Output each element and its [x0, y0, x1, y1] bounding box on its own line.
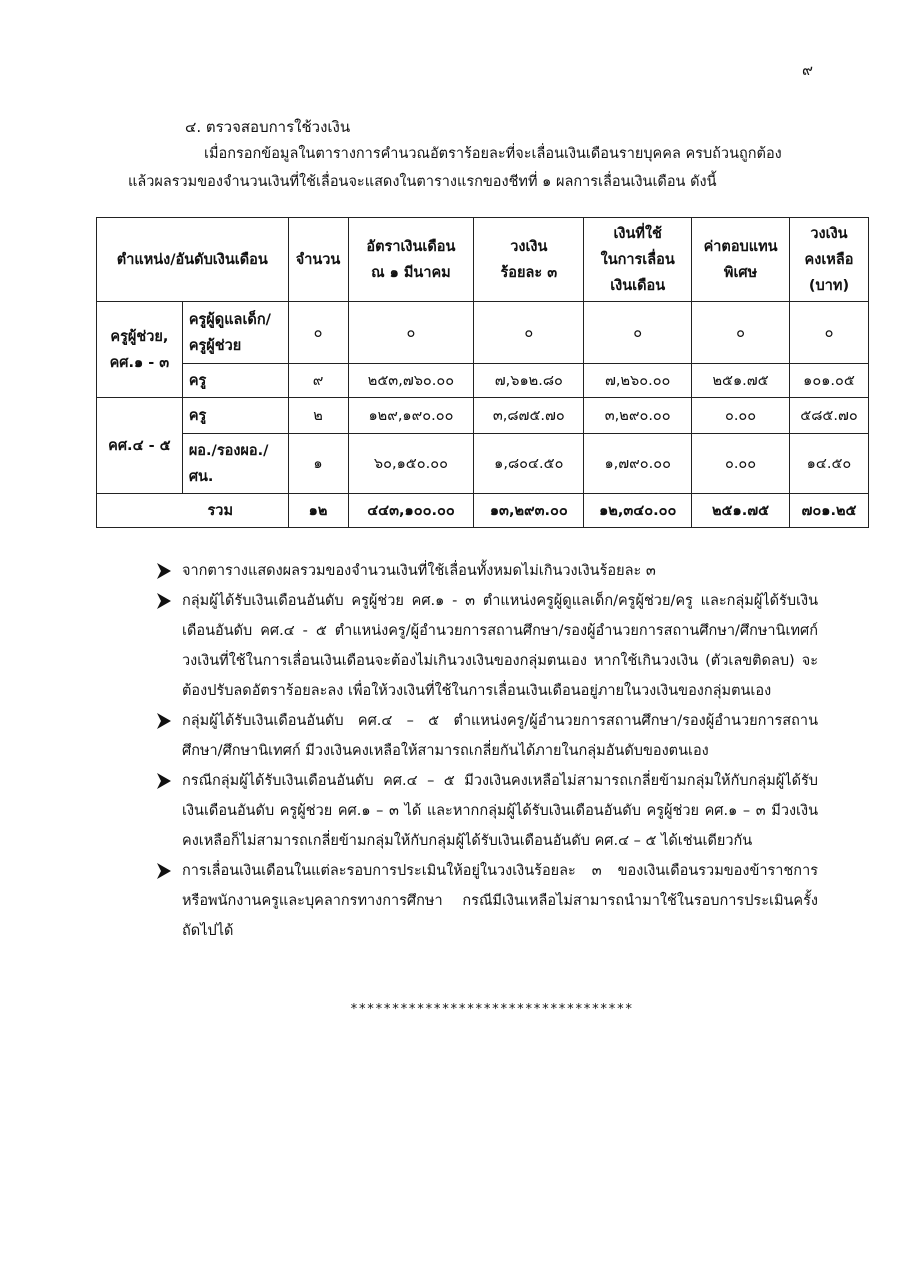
- group-label-assistant: ครูผู้ช่วย, คศ.๑ - ๓: [97, 302, 183, 398]
- total-used: ๑๒,๓๔๐.๐๐: [584, 494, 692, 528]
- cell-rate: ๐: [348, 302, 474, 364]
- header-used: เงินที่ใช้ ในการเลื่อน เงินเดือน: [584, 218, 692, 302]
- header-rate: อัตราเงินเดือน ณ ๑ มีนาคม: [348, 218, 474, 302]
- cell-count: ๒: [288, 398, 348, 434]
- intro-paragraph: [128, 140, 818, 196]
- cell-used: ๐: [584, 302, 692, 364]
- cell-budget: ๐: [474, 302, 584, 364]
- cell-remain: ๑๐๑.๐๕: [789, 364, 868, 398]
- total-remain: ๗๐๑.๒๕: [789, 494, 868, 528]
- row-sublabel: ครูผู้ดูแลเด็ก/ ครูผู้ช่วย: [182, 302, 288, 364]
- cell-remain: ๑๔.๕๐: [789, 434, 868, 494]
- arrow-bullet-icon: [156, 592, 172, 610]
- arrow-bullet-icon: [156, 772, 172, 790]
- cell-used: ๓,๒๙๐.๐๐: [584, 398, 692, 434]
- header-remain: วงเงิน คงเหลือ (บาท): [789, 218, 868, 302]
- cell-remain: ๐: [789, 302, 868, 364]
- cell-rate: ๒๕๓,๗๖๐.๐๐: [348, 364, 474, 398]
- page-number: ๙: [802, 61, 813, 79]
- list-item: กลุ่มผู้ได้รับเงินเดือนอันดับ ครูผู้ช่วย คศ.๑ - ๓ ตำแหน่งครูผู้ดูแลเด็ก/ครูผู้ช่วย/ครู และกลุ่มผู้ได้รับเงินเดือนอันดับ คศ.๔ - ๕ ตำแหน่งครู/ผู้อำนวยการสถานศึกษา/รองผู้อำนวยการสถานศึกษา/ศึกษานิเทศก์ วงเงินที่ใช้ในการเลื่อนเงินเดือนจะต้องไม่เกินวงเงินของกลุ่มตนเอง หากใช้เกินวงเงิน (ตัวเลขติดลบ) จะต้องปรับลดอัตราร้อยละลง เพื่อให้วงเงินที่ใช้ในการเลื่อนเงินเดือนอยู่ภายในวงเงินของกลุ่มตนเอง: [150, 586, 818, 706]
- section-divider: **********************************: [350, 1002, 634, 1017]
- total-bonus: ๒๕๑.๗๕: [692, 494, 790, 528]
- list-item: กรณีกลุ่มผู้ได้รับเงินเดือนอันดับ คศ.๔ – ๕ มีวงเงินคงเหลือไม่สามารถเกลี่ยข้ามกลุ่มให้กับกลุ่มผู้ได้รับเงินเดือนอันดับ ครูผู้ช่วย คศ.๑ – ๓ ได้ และหากกลุ่มผู้ได้รับเงินเดือนอันดับ ครูผู้ช่วย คศ.๑ – ๓ มีวงเงินคงเหลือก็ไม่สามารถเกลี่ยข้ามกลุ่มให้กับกลุ่มผู้ได้รับเงินเดือนอันดับ คศ.๔ – ๕ ได้เช่นเดียวกัน: [150, 766, 818, 856]
- group-label-senior: คศ.๔ - ๕: [97, 398, 183, 494]
- row-sublabel: ครู: [182, 364, 288, 398]
- cell-budget: ๑,๘๐๔.๕๐: [474, 434, 584, 494]
- total-budget: ๑๓,๒๙๓.๐๐: [474, 494, 584, 528]
- cell-bonus: ๐.๐๐: [692, 398, 790, 434]
- cell-count: ๑: [288, 434, 348, 494]
- table-row: [97, 364, 869, 398]
- table-row: [97, 302, 869, 364]
- header-position: ตำแหน่ง/อันดับเงินเดือน: [97, 218, 289, 302]
- cell-budget: ๗,๖๑๒.๘๐: [474, 364, 584, 398]
- intro-line-1: เมื่อกรอกข้อมูลในตารางการคำนวณอัตราร้อยละที่จะเลื่อนเงินเดือนรายบุคคล ครบถ้วนถูกต้อง: [204, 146, 782, 162]
- list-item: การเลื่อนเงินเดือนในแต่ละรอบการประเมินให้อยู่ในวงเงินร้อยละ ๓ ของเงินเดือนรวมของข้าราชการหรือพนักงานครูและบุคลากรทางการศึกษา กรณีมีเงินเหลือไม่สามารถนำมาใช้ในรอบการประเมินครั้งถัดไปได้: [150, 856, 818, 946]
- row-sublabel: ครู: [182, 398, 288, 434]
- arrow-bullet-icon: [156, 562, 172, 580]
- cell-budget: ๓,๘๗๕.๗๐: [474, 398, 584, 434]
- cell-bonus: ๐: [692, 302, 790, 364]
- arrow-bullet-icon: [156, 862, 172, 880]
- budget-summary-table: [96, 217, 869, 528]
- header-count: จำนวน: [288, 218, 348, 302]
- cell-count: ๐: [288, 302, 348, 364]
- table-row: [97, 398, 869, 434]
- section-heading: ๔. ตรวจสอบการใช้วงเงิน: [185, 118, 351, 136]
- total-count: ๑๒: [288, 494, 348, 528]
- cell-count: ๙: [288, 364, 348, 398]
- table-row: [97, 434, 869, 494]
- list-item: กลุ่มผู้ได้รับเงินเดือนอันดับ คศ.๔ – ๕ ตำแหน่งครู/ผู้อำนวยการสถานศึกษา/รองผู้อำนวยการสถานศึกษา/ศึกษานิเทศก์ มีวงเงินคงเหลือให้สามารถเกลี่ยกันได้ภายในกลุ่มอันดับของตนเอง: [150, 706, 818, 766]
- arrow-bullet-icon: [156, 712, 172, 730]
- total-label: รวม: [97, 494, 289, 528]
- cell-rate: ๖๐,๑๕๐.๐๐: [348, 434, 474, 494]
- cell-used: ๗,๒๖๐.๐๐: [584, 364, 692, 398]
- cell-remain: ๕๘๕.๗๐: [789, 398, 868, 434]
- intro-line-2: แล้วผลรวมของจำนวนเงินที่ใช้เลื่อนจะแสดงในตารางแรกของชีทที่ ๑ ผลการเลื่อนเงินเดือน ดังนี้: [128, 174, 717, 190]
- notes-list: [150, 556, 818, 946]
- table-header-row: [97, 218, 869, 302]
- cell-bonus: ๒๕๑.๗๕: [692, 364, 790, 398]
- cell-rate: ๑๒๙,๑๙๐.๐๐: [348, 398, 474, 434]
- header-bonus: ค่าตอบแทน พิเศษ: [692, 218, 790, 302]
- cell-used: ๑,๗๙๐.๐๐: [584, 434, 692, 494]
- header-budget: วงเงิน ร้อยละ ๓: [474, 218, 584, 302]
- total-rate: ๔๔๓,๑๐๐.๐๐: [348, 494, 474, 528]
- cell-bonus: ๐.๐๐: [692, 434, 790, 494]
- list-item: จากตารางแสดงผลรวมของจำนวนเงินที่ใช้เลื่อนทั้งหมดไม่เกินวงเงินร้อยละ ๓: [150, 556, 818, 586]
- table-total-row: [97, 494, 869, 528]
- row-sublabel: ผอ./รองผอ./ ศน.: [182, 434, 288, 494]
